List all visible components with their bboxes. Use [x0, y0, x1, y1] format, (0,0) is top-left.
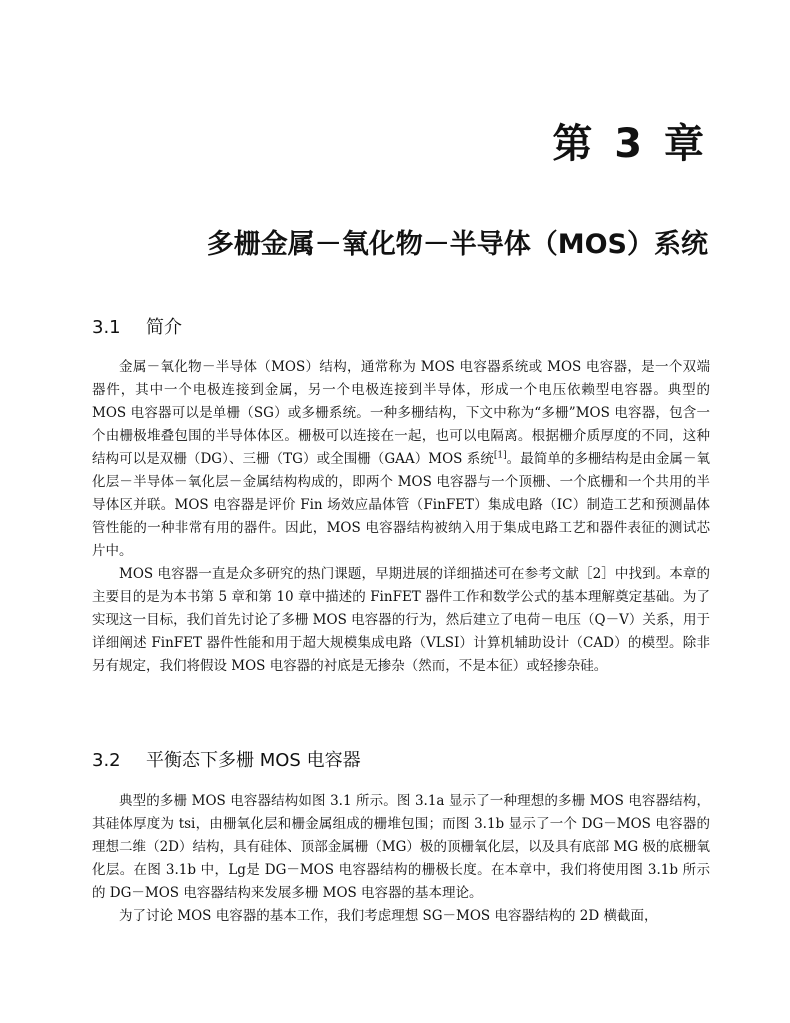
chapter-title: 多栅金属－氧化物－半导体（MOS）系统: [206, 229, 708, 260]
section-3-1-body: [92, 356, 710, 678]
section-heading-3-1: [92, 313, 182, 339]
paragraph: 典型的多栅 MOS 电容器结构如图 3.1 所示。图 3.1a 显示了一种理想的多栅 MOS 电容器结构，其硅体厚度为 tsi，由栅氧化层和栅金属组成的栅堆包围；而图 3.1b 显示了一个 DG－MOS 电容器的理想二维（2D）结构，具有硅体、顶部金属栅（MG）极的顶栅氧化层，以及具有底部 MG 极的底栅氧化层。在图 3.1b 中，Lg是 DG－MOS 电容器结构的栅极长度。在本章中，我们将使用图 3.1b 所示的 DG－MOS 电容器结构来发展多栅 MOS 电容器的基本理论。: [92, 793, 710, 901]
paragraph: [92, 356, 710, 563]
paragraph: 为了讨论 MOS 电容器的基本工作，我们考虑理想 SG－MOS 电容器结构的 2D 横截面，: [119, 908, 658, 924]
section-heading-3-2: [92, 746, 361, 772]
section-number: 3.1: [92, 317, 121, 338]
paragraph-text: 。最简单的多栅结构是由金属－氧化层－半导体－氧化层－金属结构构成的，即两个 MOS 电容器与一个顶栅、一个底栅和一个共用的半导体区并联。MOS 电容器是评价 Fin 场效应晶体管（FinFET）集成电路（IC）制造工艺和预测晶体管性能的一种非常有用的器件。因此，MOS 电容器结构被纳入用于集成电路工艺和器件表征的测试芯片中。: [92, 451, 710, 559]
section-number: 3.2: [92, 750, 121, 771]
citation-reference: [1]: [493, 450, 507, 461]
section-3-2-body: [92, 790, 710, 928]
section-title: 平衡态下多栅 MOS 电容器: [146, 750, 361, 771]
chapter-label: 第 3 章: [552, 121, 708, 167]
paragraph-text: 金属－氧化物－半导体（MOS）结构，通常称为 MOS 电容器系统或 MOS 电容器，是一个双端器件，其中一个电极连接到金属，另一个电极连接到半导体，形成一个电压依赖型电容器。典型的 MOS 电容器可以是单栅（SG）或多栅系统。一种多栅结构，下文中称为“多栅”MOS 电容器，包含一个由栅极堆叠包围的半导体体区。栅极可以连接在一起，也可以电隔离。根据栅介质厚度的不同，这种结构可以是双栅（DG）、三栅（TG）或全围栅（GAA）MOS 系统: [92, 359, 710, 467]
section-title: 简介: [146, 317, 182, 338]
paragraph: MOS 电容器一直是众多研究的热门课题，早期进展的详细描述可在参考文献［2］中找到。本章的主要目的是为本书第 5 章和第 10 章中描述的 FinFET 器件工作和数学公式的基本理解奠定基础。为了实现这一目标，我们首先讨论了多栅 MOS 电容器的行为，然后建立了电荷－电压（Q－V）关系，用于详细阐述 FinFET 器件性能和用于超大规模集成电路（VLSI）计算机辅助设计（CAD）的模型。除非另有规定，我们将假设 MOS 电容器的衬底是无掺杂（然而，不是本征）或轻掺杂硅。: [92, 566, 710, 674]
